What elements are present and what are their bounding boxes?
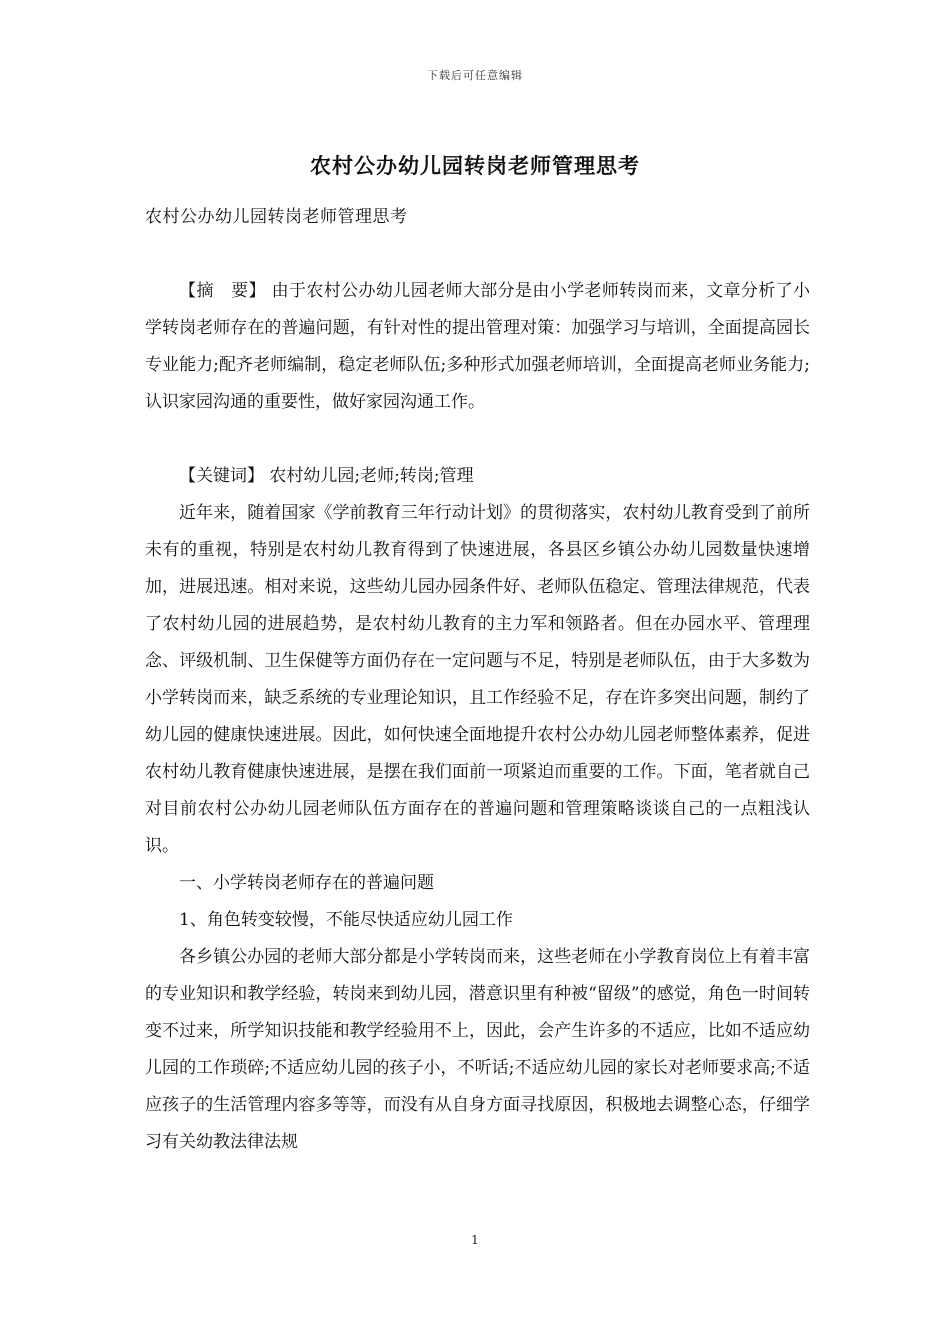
page-number: 1 [471,1233,479,1247]
subsection-heading: 1、角色转变较慢，不能尽快适应幼儿园工作 [179,910,513,930]
document-body [145,199,810,1161]
keywords-line: 【关键词】 农村幼儿园;老师;转岗;管理 [179,466,474,486]
intro-paragraph: 近年来，随着国家《学前教育三年行动计划》的贯彻落实，农村幼儿教育受到了前所未有的重视，特别是农村幼儿教育得到了快速进展，各县区乡镇公办幼儿园数量快速增加，进展迅速。相对来说，这些幼儿园办园条件好、老师队伍稳定、管理法律规范，代表了农村幼儿园的进展趋势，是农村幼儿教育的主力军和领路者。但在办园水平、管理理念、评级机制、卫生保健等方面仍存在一定问题与不足，特别是老师队伍，由于大多数为小学转岗而来，缺乏系统的专业理论知识，且工作经验不足，存在许多突出问题，制约了幼儿园的健康快速进展。因此，如何快速全面地提升农村公办幼儿园老师整体素养，促进农村幼儿教育健康快速进展，是摆在我们面前一项紧迫而重要的工作。下面，笔者就自己对目前农村公办幼儿园老师队伍方面存在的普遍问题和管理策略谈谈自己的一点粗浅认识。 [145,503,810,856]
spacer [145,421,810,458]
spacer [145,236,810,273]
subtitle: 农村公办幼儿园转岗老师管理思考 [145,207,408,227]
document-title: 农村公办幼儿园转岗老师管理思考 [310,153,640,178]
header-note: 下载后可任意编辑 [427,69,523,82]
section-heading: 一、小学转岗老师存在的普遍问题 [179,873,434,893]
body-paragraph: 各乡镇公办园的老师大部分都是小学转岗而来，这些老师在小学教育岗位上有着丰富的专业知识和教学经验，转岗来到幼儿园，潜意识里有种被“留级”的感觉，角色一时间转变不过来，所学知识技能和教学经验用不上，因此，会产生许多的不适应，比如不适应幼儿园的工作琐碎;不适应幼儿园的孩子小，不听话;不适应幼儿园的家长对老师要求高;不适应孩子的生活管理内容多等等，而没有从自身方面寻找原因，积极地去调整心态，仔细学习有关幼教法律法规 [145,947,810,1152]
abstract-paragraph: 【摘 要】 由于农村公办幼儿园老师大部分是由小学老师转岗而来，文章分析了小学转岗老师存在的普遍问题，有针对性的提出管理对策：加强学习与培训，全面提高园长专业能力;配齐老师编制，稳定老师队伍;多种形式加强老师培训，全面提高老师业务能力;认识家园沟通的重要性，做好家园沟通工作。 [145,281,810,412]
